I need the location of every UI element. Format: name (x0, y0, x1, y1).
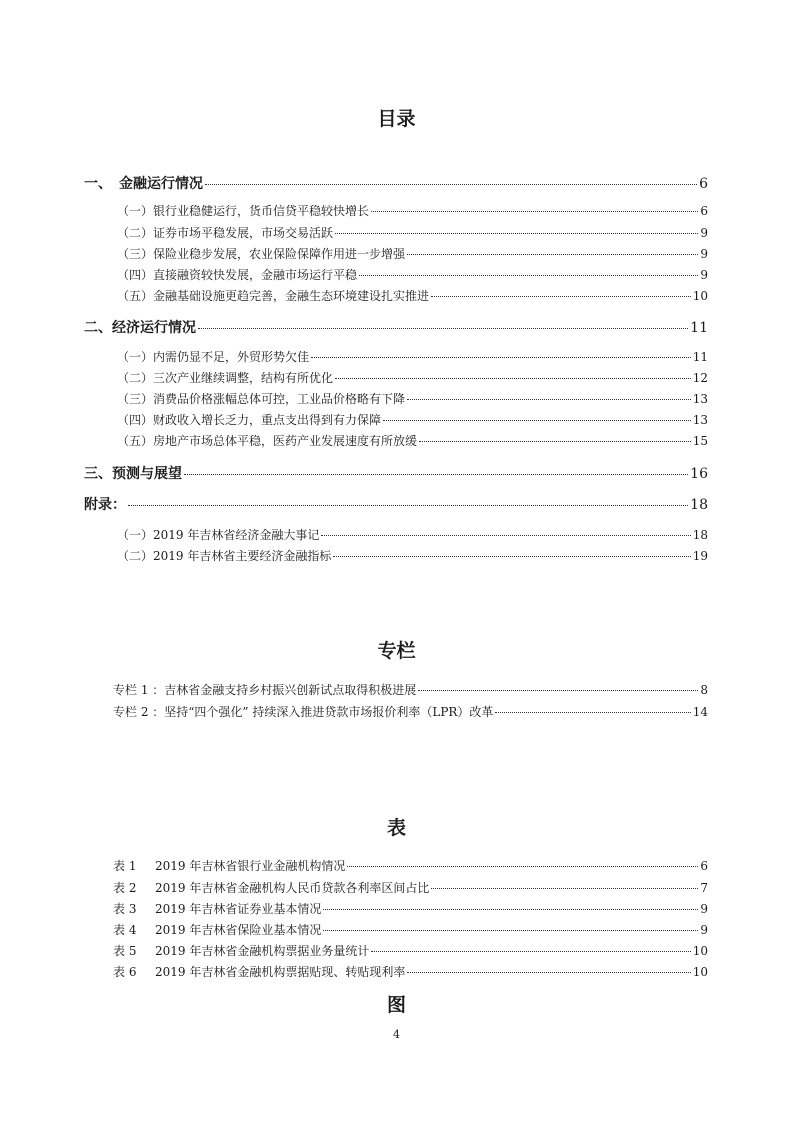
column-section-title: 专栏 (377, 640, 416, 662)
column-entry[interactable]: 专栏 1 ：吉林省金融支持乡村振兴创新试点取得积极进展 8 (113, 683, 708, 697)
toc-entry[interactable]: （四）财政收入增长乏力，重点支出得到有力保障 13 (117, 413, 708, 427)
toc-title: 目录 (377, 108, 416, 130)
table-entry[interactable]: 表 6 2019 年吉林省金融机构票据贴现、转贴现利率 10 (113, 965, 708, 979)
table-entry[interactable]: 表 1 2019 年吉林省银行业金融机构情况 6 (113, 859, 708, 873)
toc-entry[interactable]: 二、经济运行情况 11 (84, 320, 708, 336)
page-number: 4 (393, 1028, 400, 1041)
toc-entry[interactable]: （五）房地产市场总体平稳，医药产业发展速度有所放缓 15 (117, 434, 708, 448)
table-entry[interactable]: 表 5 2019 年吉林省金融机构票据业务量统计 10 (113, 944, 708, 958)
figure-section-title: 图 (386, 994, 406, 1016)
toc-entry[interactable]: （一）2019 年吉林省经济金融大事记 18 (117, 528, 708, 542)
toc-entry[interactable]: （三）消费品价格涨幅总体可控，工业品价格略有下降 13 (117, 392, 708, 406)
toc-entry[interactable]: （五）金融基础设施更趋完善，金融生态环境建设扎实推进 10 (117, 289, 708, 303)
table-section-title: 表 (386, 817, 406, 839)
toc-entry[interactable]: 三、预测与展望 16 (84, 466, 708, 482)
toc-entry[interactable]: （二）证券市场平稳发展，市场交易活跃 9 (117, 226, 708, 240)
table-entry[interactable]: 表 4 2019 年吉林省保险业基本情况 9 (113, 923, 708, 937)
toc-entry[interactable]: 附录： 18 (84, 497, 708, 513)
table-entry[interactable]: 表 2 2019 年吉林省金融机构人民币贷款各利率区间占比 7 (113, 881, 708, 895)
column-entry[interactable]: 专栏 2 ：坚持“四个强化” 持续深入推进贷款市场报价利率（LPR）改革 14 (113, 705, 708, 719)
toc-entry[interactable]: （二）三次产业继续调整，结构有所优化 12 (117, 371, 708, 385)
toc-entry[interactable]: （四）直接融资较快发展，金融市场运行平稳 9 (117, 268, 708, 282)
toc-entry[interactable]: （一）内需仍显不足，外贸形势欠佳 11 (117, 350, 708, 364)
toc-entry[interactable]: （一）银行业稳健运行，货币信贷平稳较快增长 6 (117, 204, 708, 218)
table-entry[interactable]: 表 3 2019 年吉林省证券业基本情况 9 (113, 902, 708, 916)
toc-entry[interactable]: （三）保险业稳步发展，农业保险保障作用进一步增强 9 (117, 247, 708, 261)
toc-entry[interactable]: 一、 金融运行情况 6 (84, 176, 708, 192)
toc-entry[interactable]: （二）2019 年吉林省主要经济金融指标 19 (117, 549, 708, 563)
